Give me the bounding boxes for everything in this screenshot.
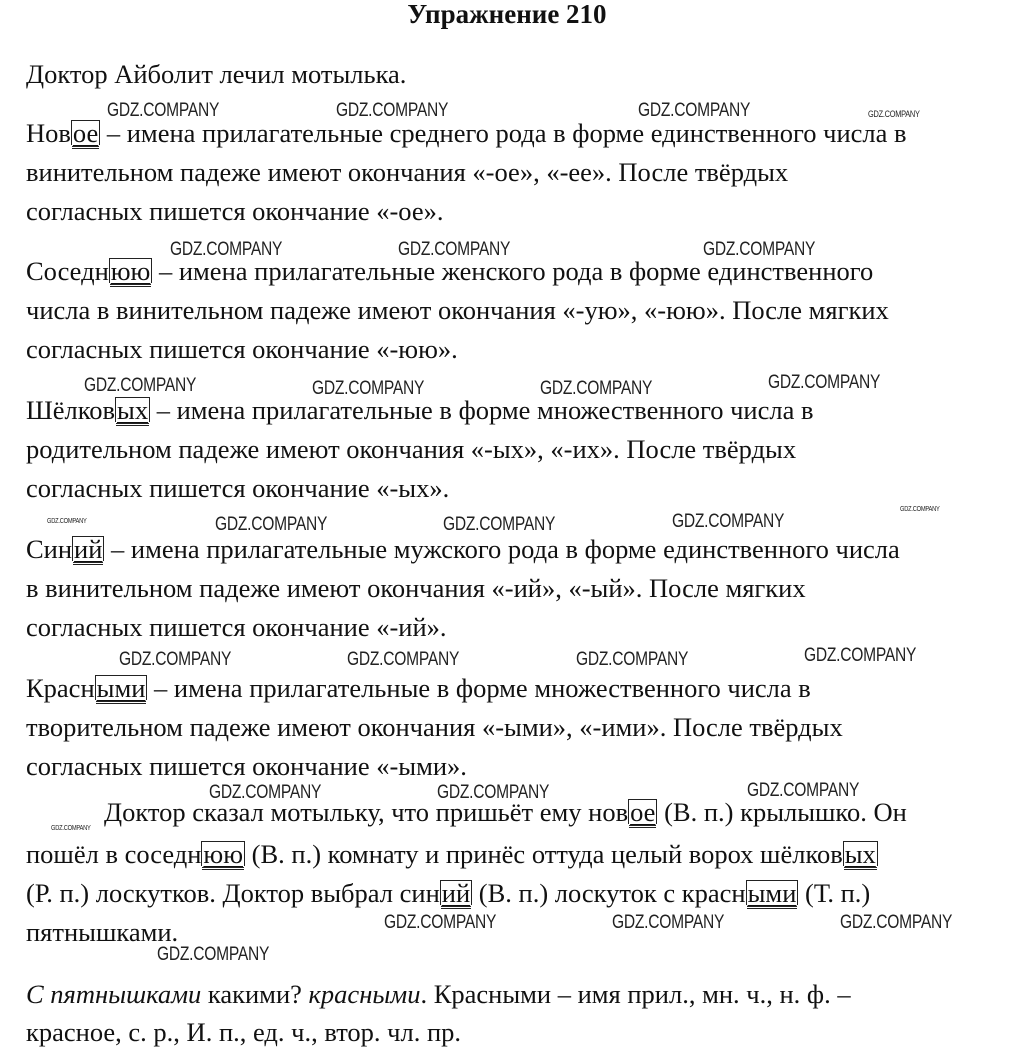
watermark: GDZ.COMPANY	[443, 514, 556, 535]
watermark: GDZ.COMPANY	[84, 375, 197, 396]
watermark: GDZ.COMPANY	[540, 378, 653, 399]
word-ending: юю	[203, 839, 244, 869]
watermark: GDZ.COMPANY	[209, 782, 322, 803]
rule-line-1	[26, 672, 811, 704]
rule-text: – имена прилагательные в форме множественного числа в	[147, 673, 811, 703]
word-ending: юю	[110, 256, 151, 286]
analysis-line-1	[26, 978, 851, 1010]
rule-line-1	[26, 533, 900, 565]
watermark: GDZ.COMPANY	[804, 645, 917, 666]
rule-text: – имена прилагательные среднего рода в форме единственного числа в	[100, 118, 907, 148]
rule-text: – имена прилагательные в форме множественного числа в	[150, 395, 814, 425]
watermark: GDZ.COMPANY	[398, 239, 511, 260]
rule-text: – имена прилагательные женского рода в форме единственного	[152, 256, 874, 286]
rule-line-2: творительном падеже имеют окончания «-ыми», «-ими». После твёрдых	[26, 712, 843, 742]
rule-line-3: согласных пишется окончание «-ий».	[26, 612, 447, 642]
word-ending: ое	[630, 797, 656, 827]
story-text: (Р. п.) лоскутков. Доктор выбрал син	[26, 878, 440, 908]
word-ending: ое	[72, 118, 99, 148]
watermark: GDZ.COMPANY	[840, 912, 953, 933]
watermark: GDZ.COMPANY	[768, 372, 881, 393]
story-text: (В. п.) комнату и принёс оттуда целый ворох шёлков	[245, 839, 843, 869]
watermark: GDZ.COMPANY	[672, 511, 785, 532]
analysis-line-2: красное, с. р., И. п., ед. ч., втор. чл. пр.	[26, 1017, 462, 1047]
page-title: Упражнение 210	[407, 0, 607, 29]
story-text: (В. п.) крылышко. Он	[657, 797, 907, 827]
word-ending: ыми	[96, 673, 146, 703]
word-stem: Нов	[26, 118, 71, 148]
answer-word: красными	[308, 979, 421, 1009]
watermark: GDZ.COMPANY	[47, 518, 87, 525]
watermark: GDZ.COMPANY	[215, 514, 328, 535]
rule-line-3: согласных пишется окончание «-ых».	[26, 473, 450, 503]
word-ending: ий	[441, 878, 471, 908]
intro-sentence: Доктор Айболит лечил мотылька.	[26, 59, 407, 89]
watermark: GDZ.COMPANY	[703, 239, 816, 260]
watermark: GDZ.COMPANY	[437, 782, 550, 803]
watermark: GDZ.COMPANY	[576, 649, 689, 670]
word-stem: Шёлков	[26, 395, 116, 425]
word-stem: Соседн	[26, 256, 109, 286]
story-text: (В. п.) лоскуток с красн	[472, 878, 746, 908]
word-ending: ых	[844, 839, 876, 869]
story-text: (Т. п.)	[798, 878, 871, 908]
story-line-2	[26, 838, 878, 870]
question-word: какими?	[201, 979, 309, 1009]
rule-line-2: числа в винительном падеже имеют окончания «-ую», «-юю». После мягких	[26, 295, 889, 325]
word-ending: ых	[117, 395, 149, 425]
watermark: GDZ.COMPANY	[900, 506, 940, 513]
rule-line-3: согласных пишется окончание «-ое».	[26, 196, 444, 226]
word-stem: Красн	[26, 673, 95, 703]
watermark: GDZ.COMPANY	[336, 100, 449, 121]
word-ending: ий	[74, 534, 103, 564]
question-phrase: С пятнышками	[26, 979, 202, 1009]
story-text: пошёл в соседн	[26, 839, 202, 869]
word-stem: Син	[26, 534, 73, 564]
rule-line-1	[26, 117, 907, 149]
watermark: GDZ.COMPANY	[612, 912, 725, 933]
watermark: GDZ.COMPANY	[384, 912, 497, 933]
watermark: GDZ.COMPANY	[347, 649, 460, 670]
story-line-3	[26, 877, 870, 909]
watermark: GDZ.COMPANY	[868, 109, 920, 119]
watermark: GDZ.COMPANY	[107, 100, 220, 121]
watermark: GDZ.COMPANY	[312, 378, 425, 399]
story-line-4: пятнышками.	[26, 917, 179, 947]
rule-line-3: согласных пишется окончание «-юю».	[26, 334, 458, 364]
watermark: GDZ.COMPANY	[638, 100, 751, 121]
watermark: GDZ.COMPANY	[170, 239, 283, 260]
rule-line-2: родительном падеже имеют окончания «-ых», «-их». После твёрдых	[26, 434, 797, 464]
watermark: GDZ.COMPANY	[747, 780, 860, 801]
rule-line-2: винительном падеже имеют окончания «-ое», «-ее». После твёрдых	[26, 157, 789, 187]
rule-line-2: в винительном падеже имеют окончания «-ий», «-ый». После мягких	[26, 573, 806, 603]
rule-line-3: согласных пишется окончание «-ыми».	[26, 751, 467, 781]
watermark: GDZ.COMPANY	[51, 825, 91, 832]
analysis-text: . Красными – имя прил., мн. ч., н. ф. –	[420, 979, 851, 1009]
watermark: GDZ.COMPANY	[157, 944, 270, 965]
watermark: GDZ.COMPANY	[119, 649, 232, 670]
story-text: Доктор сказал мотыльку, что пришьёт ему нов	[104, 797, 629, 827]
word-ending: ыми	[747, 878, 797, 908]
rule-text: – имена прилагательные мужского рода в форме единственного числа	[104, 534, 900, 564]
